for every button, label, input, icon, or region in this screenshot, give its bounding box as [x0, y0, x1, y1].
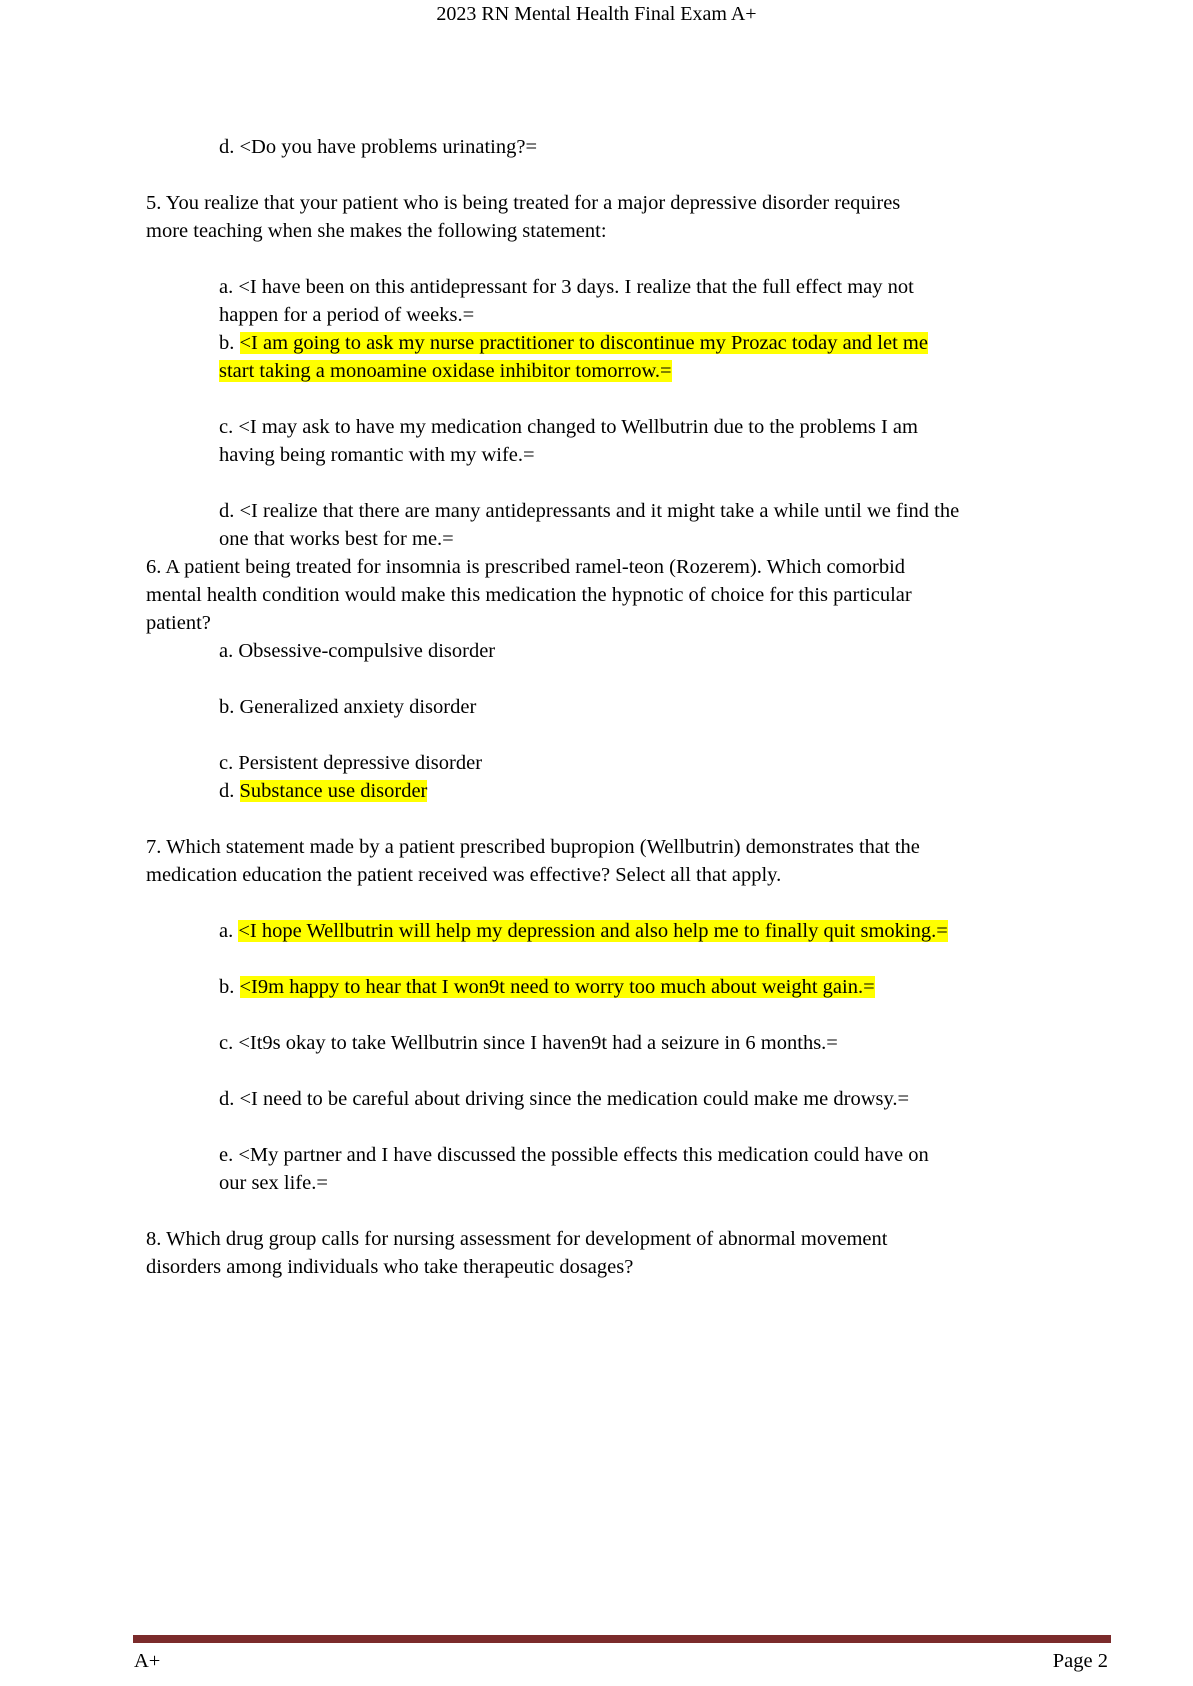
q4-option-d-text: <Do you have problems urinating?=: [239, 136, 538, 158]
q6-stem-line1: 6. A patient being treated for insomnia is prescribed ramel-teon (Rozerem). Which comorbid: [146, 556, 906, 578]
q5-option-d-line2: one that works best for me.=: [219, 528, 454, 550]
q4-option-d: [146, 133, 1106, 161]
page-content: [146, 133, 1106, 1281]
q4-option-d-label: d.: [219, 136, 235, 158]
q6-option-a: a. Obsessive-compulsive disorder: [219, 640, 496, 662]
q6-option-d-highlight: Substance use disorder: [239, 780, 428, 802]
q6-option-c: c. Persistent depressive disorder: [219, 752, 483, 774]
q7-option-b-label: b.: [219, 976, 235, 998]
q6-option-d-label: d.: [219, 780, 235, 802]
footer-page-number: Page 2: [1052, 1650, 1108, 1672]
q5-option-a-line2: happen for a period of weeks.=: [219, 304, 475, 326]
q8-stem-line2: disorders among individuals who take therapeutic dosages?: [146, 1256, 634, 1278]
q5-option-b-line1: [146, 329, 1106, 357]
q7-option-e-line1: e. <My partner and I have discussed the possible effects this medication could have on: [219, 1144, 929, 1166]
q6-option-b: b. Generalized anxiety disorder: [219, 696, 477, 718]
q7-option-c: c. <It9s okay to take Wellbutrin since I haven9t had a seizure in 6 months.=: [219, 1032, 838, 1054]
q5-option-b-highlight2: start taking a monoamine oxidase inhibitor tomorrow.=: [219, 360, 672, 382]
q5-option-c-line1: c. <I may ask to have my medication changed to Wellbutrin due to the problems I am: [219, 416, 918, 438]
page-header: 2023 RN Mental Health Final Exam A+: [436, 3, 757, 25]
q5-option-c-line2: having being romantic with my wife.=: [219, 444, 535, 466]
footer-divider-bar: [133, 1635, 1111, 1643]
q8-stem-line1: 8. Which drug group calls for nursing assessment for development of abnormal movement: [146, 1228, 888, 1250]
q7-stem-line2: medication education the patient received was effective? Select all that apply.: [146, 864, 782, 886]
q5-option-b-highlight1: <I am going to ask my nurse practitioner to discontinue my Prozac today and let me: [239, 332, 928, 354]
q6-option-d: [146, 777, 1106, 805]
q5-option-b-label: b.: [219, 332, 235, 354]
q7-option-d: d. <I need to be careful about driving since the medication could make me drowsy.=: [219, 1088, 910, 1110]
footer-left-text: A+: [134, 1650, 161, 1672]
q5-option-b-line2: [146, 357, 1106, 385]
q7-option-a: [146, 917, 1106, 945]
q7-option-a-label: a.: [219, 920, 234, 942]
q7-option-b-highlight: <I9m happy to hear that I won9t need to worry too much about weight gain.=: [239, 976, 875, 998]
q7-option-e-line2: our sex life.=: [219, 1172, 328, 1194]
q5-stem-line1: 5. You realize that your patient who is being treated for a major depressive disorder requires: [146, 192, 901, 214]
q7-option-b: [146, 973, 1106, 1001]
q6-stem-line2: mental health condition would make this medication the hypnotic of choice for this particular: [146, 584, 912, 606]
q5-option-d-line1: d. <I realize that there are many antidepressants and it might take a while until we find the: [219, 500, 960, 522]
q7-stem-line1: 7. Which statement made by a patient prescribed bupropion (Wellbutrin) demonstrates that the: [146, 836, 920, 858]
q5-option-a-line1: a. <I have been on this antidepressant for 3 days. I realize that the full effect may not: [219, 276, 914, 298]
q6-stem-line3: patient?: [146, 612, 211, 634]
q5-stem-line2: more teaching when she makes the following statement:: [146, 220, 607, 242]
q7-option-a-highlight: <I hope Wellbutrin will help my depression and also help me to finally quit smoking.=: [238, 920, 948, 942]
